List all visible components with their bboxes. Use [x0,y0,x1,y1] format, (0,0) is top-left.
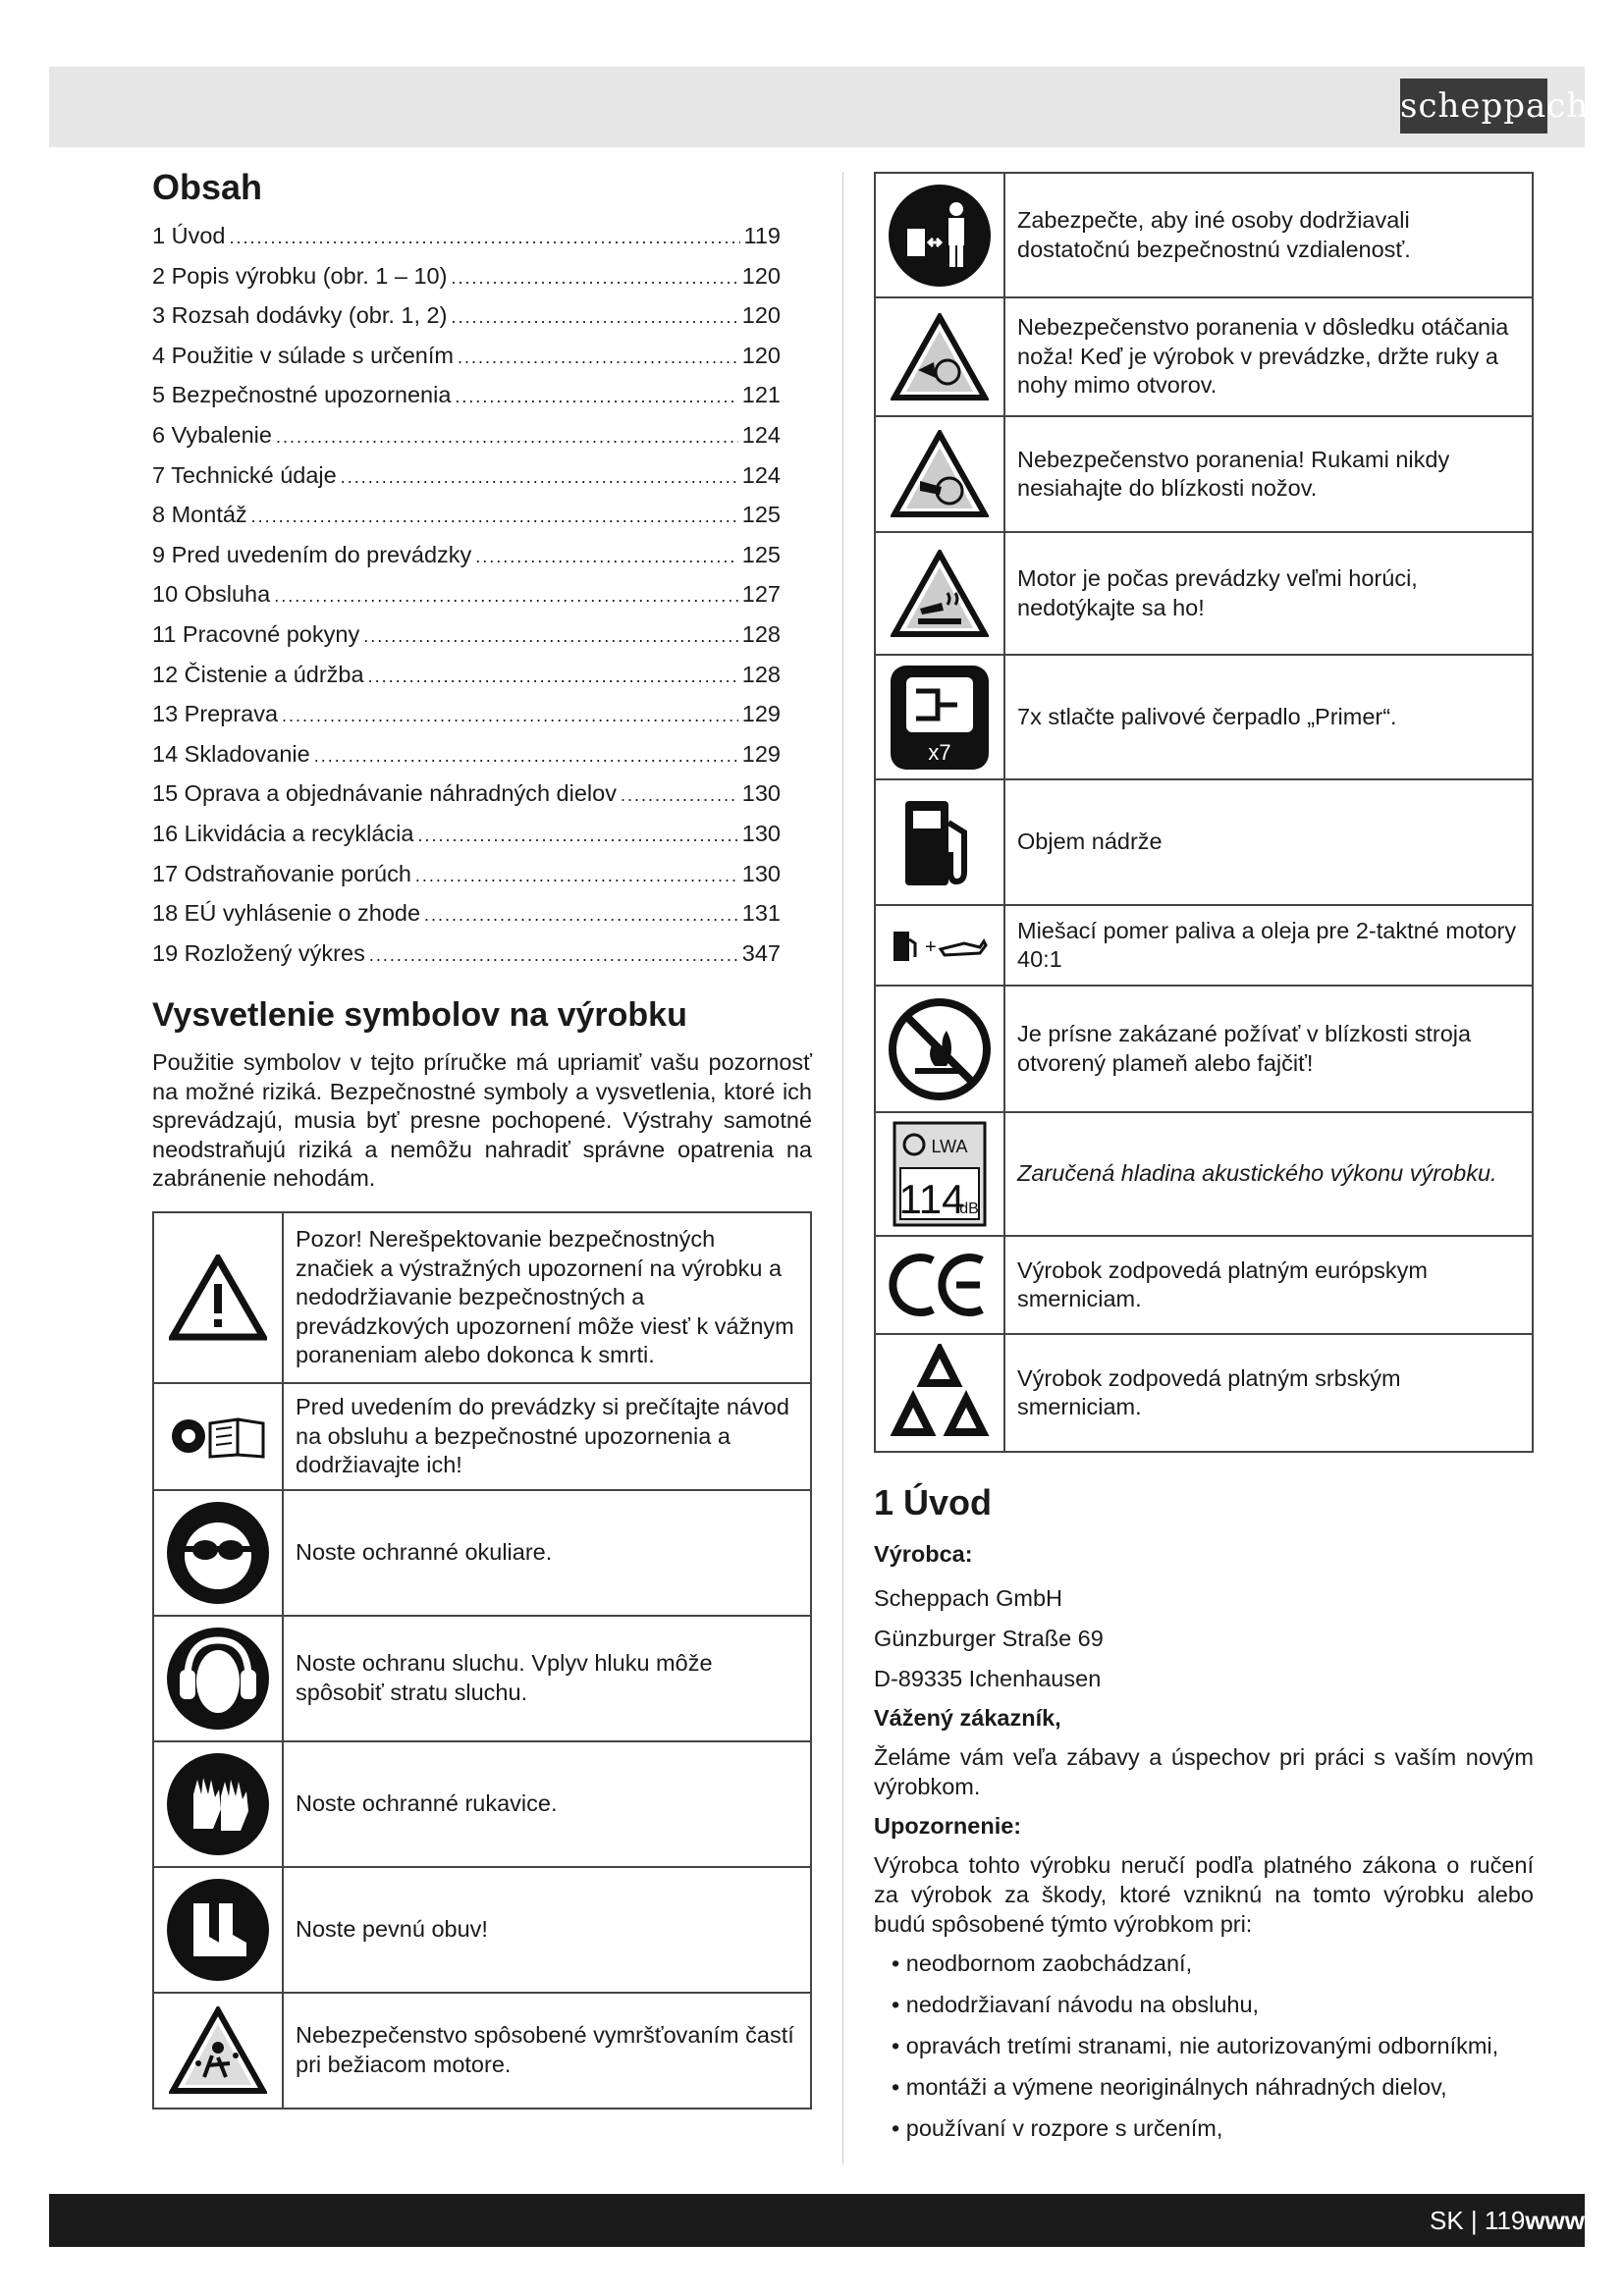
toc-entry[interactable] [152,535,781,575]
toc-leader-dots [369,935,738,976]
symbol-row [875,1236,1533,1334]
symbol-row [875,416,1533,532]
manufacturer-name: Scheppach GmbH [874,1585,1063,1611]
warning-triangle-icon [153,1212,283,1383]
toc-entry-title: 8 Montáž [152,502,247,528]
dear-customer-label: Vážený zákazník, [874,1705,1061,1731]
intro-section-title: 1 Úvod [874,1482,993,1522]
toc-leader-dots [251,497,738,537]
toc-entry-title: 11 Pracovné pokyny [152,620,360,647]
toc-entry-title: 18 EÚ vyhlásenie o zhode [152,900,421,927]
list-item: • opravách tretími stranami, nie autorizovanými odborníkmi, [892,2031,1534,2060]
toc-entry-title: 14 Skladovanie [152,740,310,767]
toc-entry[interactable] [152,734,781,774]
toc-leader-dots [276,417,738,457]
gloves-icon [153,1741,283,1867]
toc-entry-page: 128 [741,661,781,687]
toc-entry-title: 7 Technické údaje [152,461,337,488]
symbol-description: Pred uvedením do prevádzky si prečítajte návod na obsluhu a bezpečnostné upozornenia a dodržiavajte ich! [283,1383,811,1490]
symbol-description: Je prísne zakázané požívať v blízkosti stroja otvorený plameň alebo fajčiť! [1004,986,1533,1112]
toc-leader-dots [229,218,739,258]
toc-entry[interactable] [152,774,781,814]
note-text: Výrobca tohto výrobku neručí podľa platného zákona o ručení za výrobok za škody, ktoré vzniknú na tomto výrobku alebo budú spôsobené týmto výrobkom pri: [874,1852,1534,1937]
toc-entry-page: 120 [741,342,781,368]
symbol-description: Objem nádrže [1004,779,1533,905]
toc-entry-page: 120 [741,302,781,329]
header-band [49,67,1585,147]
toc-entry[interactable] [152,455,781,496]
toc-entry-page: 125 [741,502,781,528]
note-label: Upozornenie: [874,1813,1022,1839]
toc-leader-dots [341,457,738,498]
toc-entry[interactable] [152,694,781,734]
toc-entry-title: 15 Oprava a objednávanie náhradných dielov [152,780,617,807]
symbol-description: Zabezpečte, aby iné osoby dodržiavali dostatočnú bezpečnostnú vzdialenosť. [1004,173,1533,297]
toc-entry-page: 347 [741,939,781,966]
toc-entry-title: 2 Popis výrobku (obr. 1 – 10) [152,262,448,289]
toc-entry-title: 12 Čistenie a údržba [152,661,364,687]
symbol-row [875,173,1533,297]
symbol-description: Pozor! Nerešpektovanie bezpečnostných značiek a výstražných upozornení na výrobku a nedodržiavanie bezpečnostných a prevádzkových upozornení môže viesť k vážnym poraneniam alebo dokonca k smrti. [283,1212,811,1383]
toc-entry[interactable] [152,614,781,655]
rotating-blade-warning-icon [875,297,1004,416]
toc-entry-page: 130 [741,860,781,886]
toc-entry-page: 124 [741,461,781,488]
page-footer [49,2194,1585,2247]
symbol-description: Noste ochranné okuliare. [283,1490,811,1616]
symbol-row [153,1490,811,1616]
toc-entry-page: 129 [741,701,781,727]
brand-logo: scheppach [1400,79,1547,133]
list-item: • neodbornom zaobchádzaní, [892,1949,1534,1978]
toc-entry-title: 19 Rozložený výkres [152,939,365,966]
liability-list [874,1949,1534,2143]
symbol-description: Nebezpečenstvo poranenia! Rukami nikdy nesiahajte do blízkosti nožov. [1004,416,1533,532]
toc-leader-dots [621,775,738,816]
toc-leader-dots [455,377,737,417]
ear-protection-icon [153,1616,283,1741]
symbol-row [875,1112,1533,1236]
symbol-row [153,1867,811,1993]
toc-entry-page: 127 [741,581,781,608]
symbol-description: Nebezpečenstvo poranenia v dôsledku otáčania noža! Keď je výrobok v prevádzke, držte ruky a nohy mimo otvorov. [1004,297,1533,416]
toc-entry[interactable] [152,415,781,455]
toc-leader-dots [417,816,737,856]
toc-entry[interactable] [152,934,781,974]
toc-entry-title: 17 Odstraňovanie porúch [152,860,411,886]
hot-surface-warning-icon [875,532,1004,655]
sound-power-unit: dB [959,1201,979,1217]
ce-mark-icon [875,1236,1004,1334]
toc-entry-page: 131 [741,900,781,927]
toc-title: Obsah [152,167,263,207]
flying-parts-warning-icon [153,1993,283,2109]
sound-power-value: 114 [898,1176,965,1222]
symbol-row [875,986,1533,1112]
symbol-row [875,779,1533,905]
symbol-row [153,1383,811,1490]
read-manual-icon [153,1383,283,1490]
serbian-conformity-icon [875,1334,1004,1452]
toc-leader-dots [314,736,738,776]
symbol-row [875,905,1533,986]
toc-leader-dots [424,895,738,935]
symbol-row [153,1993,811,2109]
fuel-oil-mix-icon [875,905,1004,986]
svg-text:+: + [925,936,937,958]
symbol-description: Zaručená hladina akustického výkonu výrobku. [1004,1112,1533,1236]
toc-entry[interactable] [152,893,781,934]
manufacturer-street: Günzburger Straße 69 [874,1626,1104,1651]
toc-entry[interactable] [152,375,781,415]
toc-entry[interactable] [152,256,781,296]
list-item: • montáži a výmene neoriginálnych náhradných dielov, [892,2072,1534,2102]
hand-blade-warning-icon [875,416,1004,532]
symbol-description: Miešací pomer paliva a oleja pre 2-taktné motory 40:1 [1004,905,1533,986]
toc-entry[interactable] [152,336,781,376]
toc-entry-page: 120 [741,262,781,289]
safety-boots-icon [153,1867,283,1993]
sound-power-label: LWA [931,1137,968,1156]
manufacturer-label: Výrobca: [874,1541,973,1567]
symbol-row [153,1616,811,1741]
toc-leader-dots [451,258,737,298]
fuel-pump-icon [875,779,1004,905]
symbols-section-title: Vysvetlenie symbolov na výrobku [152,996,687,1035]
toc-leader-dots [282,696,738,736]
list-item: • nedodržiavaní návodu na obsluhu, [892,1990,1534,2019]
toc-entry-title: 4 Použitie v súlade s určením [152,342,454,368]
no-open-flame-icon [875,986,1004,1112]
toc-leader-dots [415,856,738,896]
toc-entry-title: 16 Likvidácia a recyklácia [152,820,414,846]
toc-leader-dots [458,338,738,378]
symbol-description: 7x stlačte palivové čerpadlo „Primer“. [1004,655,1533,779]
symbol-description: Nebezpečenstvo spôsobené vymršťovaním častí pri bežiacom motore. [283,1993,811,2109]
right-column [874,172,1534,2155]
safety-goggles-icon [153,1490,283,1616]
toc-entry[interactable] [152,495,781,535]
safety-distance-icon [875,173,1004,297]
symbol-description: Výrobok zodpovedá platným srbským smerniciam. [1004,1334,1533,1452]
toc-entry[interactable] [152,854,781,894]
toc-entry-title: 9 Pred uvedením do prevádzky [152,541,472,567]
toc-entry-title: 5 Bezpečnostné upozornenia [152,382,452,408]
toc-entry[interactable] [152,216,781,256]
toc-entry[interactable] [152,295,781,336]
toc-entry-title: 6 Vybalenie [152,421,272,448]
toc-entry-title: 13 Preprava [152,701,279,727]
toc-entry[interactable] [152,814,781,854]
toc-entry[interactable] [152,574,781,614]
symbol-row [875,655,1533,779]
symbols-intro-paragraph: Použitie symbolov v tejto príručke má upriamiť vašu pozornosť na možné riziká. Bezpečnostné symboly a vysvetlenia, ktoré ich sprevádzajú, musia byť presne pochopené. Výstrahy samotné neodstraňujú riziká a nemôžu nahradiť správne opatrenia na zabránenie nehodám. [152,1049,812,1192]
symbol-description: Noste pevnú obuv! [283,1867,811,1993]
table-of-contents [152,216,812,973]
symbol-description: Motor je počas prevádzky veľmi horúci, nedotýkajte sa ho! [1004,532,1533,655]
toc-entry-page: 124 [741,421,781,448]
symbol-row [153,1212,811,1383]
manufacturer-city: D-89335 Ichenhausen [874,1666,1102,1691]
toc-leader-dots [274,576,738,616]
toc-entry-page: 130 [741,820,781,846]
symbol-row [875,1334,1533,1452]
toc-entry[interactable] [152,655,781,695]
left-column [152,167,812,2109]
toc-leader-dots [451,297,737,338]
sound-power-icon [875,1112,1004,1236]
primer-count-label: x7 [928,739,951,765]
toc-entry-page: 125 [741,541,781,567]
symbol-description: Noste ochranné rukavice. [283,1741,811,1867]
footer-web: www [1525,2206,1585,2235]
toc-entry-page: 129 [741,740,781,767]
symbol-row [875,297,1533,416]
primer-pump-icon [875,655,1004,779]
toc-leader-dots [368,657,738,697]
toc-entry-page: 119 [743,223,781,248]
toc-entry-page: 128 [741,620,781,647]
symbols-table-left [152,1211,812,2109]
toc-entry-page: 121 [741,382,781,408]
symbol-description: Výrobok zodpovedá platným európskym smerniciam. [1004,1236,1533,1334]
symbol-row [153,1741,811,1867]
toc-leader-dots [475,537,738,577]
toc-leader-dots [363,616,738,657]
dear-customer-text: Želáme vám veľa zábavy a úspechov pri práci s vaším novým výrobkom. [874,1744,1534,1799]
symbol-row [875,532,1533,655]
toc-entry-title: 10 Obsluha [152,581,271,608]
toc-entry-title: 3 Rozsah dodávky (obr. 1, 2) [152,302,448,329]
toc-entry-page: 130 [741,780,781,807]
symbol-description: Noste ochranu sluchu. Vplyv hluku môže spôsobiť stratu sluchu. [283,1616,811,1741]
column-divider [842,172,843,2164]
toc-entry-title: 1 Úvod [152,223,226,248]
page-number: SK | 119 [1429,2206,1526,2235]
symbols-table-right [874,172,1534,1453]
list-item: • používaní v rozpore s určením, [892,2113,1534,2143]
